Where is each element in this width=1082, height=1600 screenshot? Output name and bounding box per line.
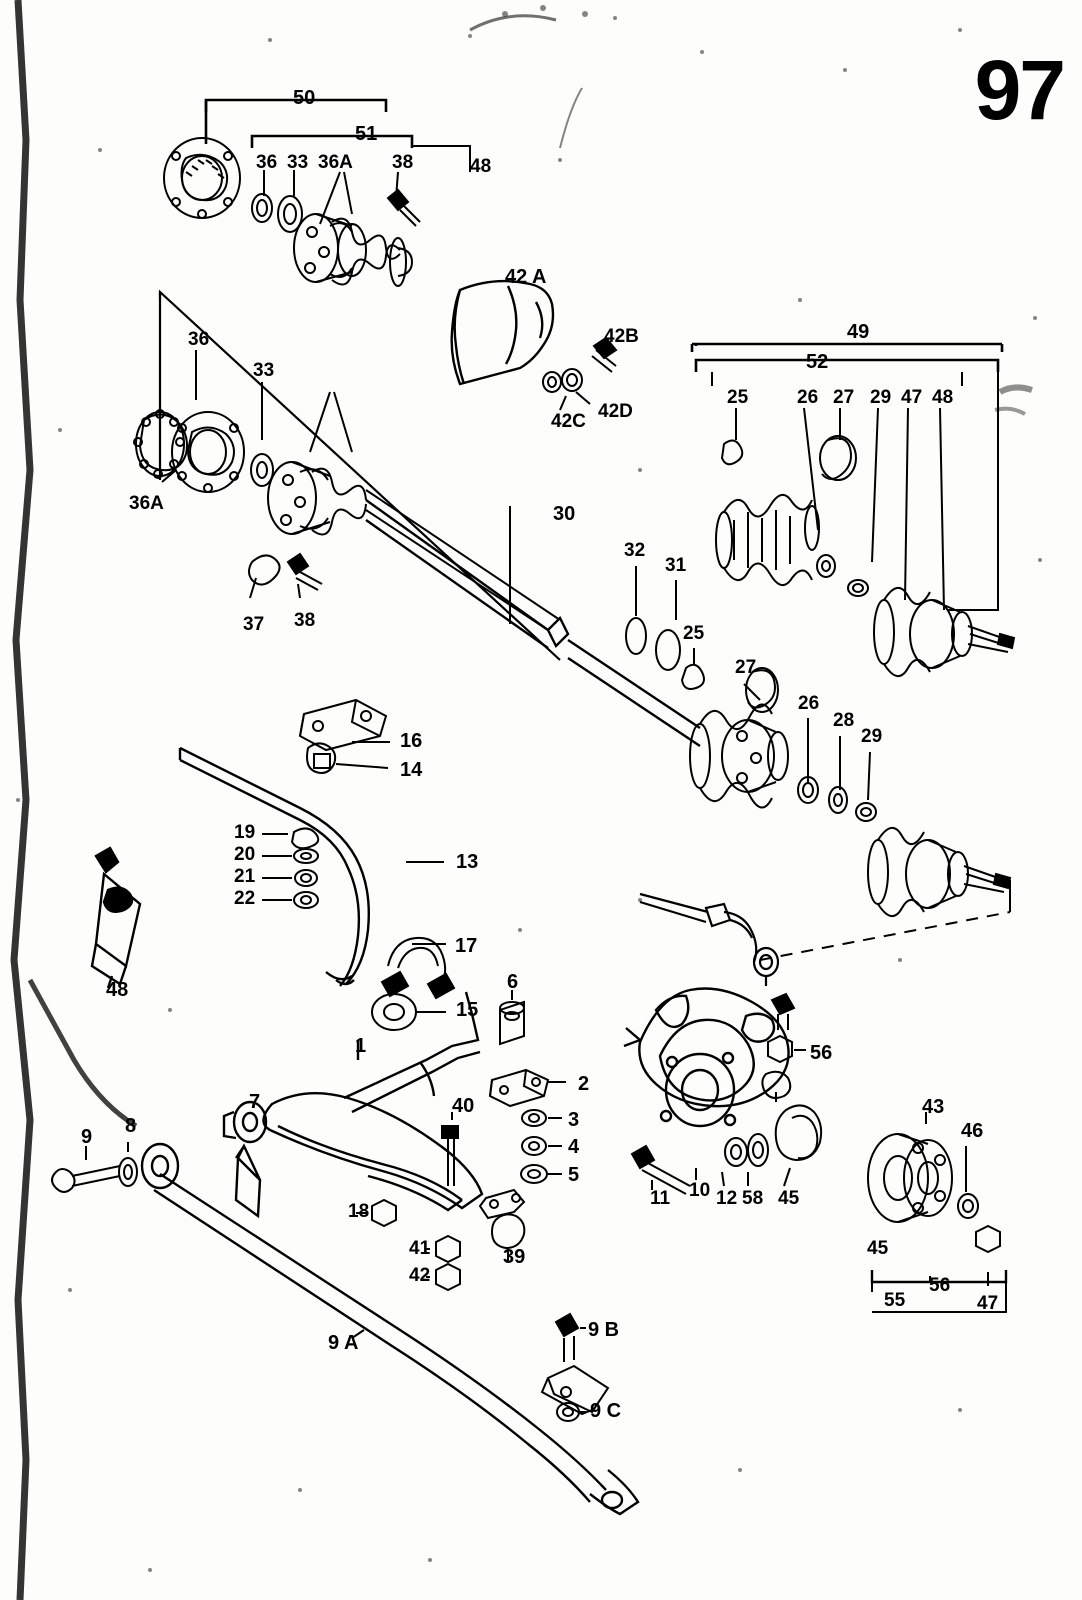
callout-12: 12 [716, 1188, 738, 1209]
callout-16: 16 [400, 730, 423, 752]
callout-36A-mid: 36A [129, 493, 164, 514]
callout-26-right: 26 [797, 387, 819, 408]
callout-9A: 9 A [328, 1332, 359, 1354]
callout-29-mid: 29 [861, 726, 883, 747]
callout-55: 55 [884, 1290, 906, 1311]
callout-27-right: 27 [833, 387, 855, 408]
callout-25-right: 25 [727, 387, 749, 408]
callout-17: 17 [455, 935, 478, 957]
callout-42A: 42 A [505, 266, 547, 288]
callout-37: 37 [243, 614, 265, 635]
callout-50: 50 [293, 87, 316, 109]
callout-15: 15 [456, 999, 479, 1021]
callout-3: 3 [568, 1109, 580, 1131]
callout-20: 20 [234, 844, 256, 865]
callout-49: 49 [847, 321, 870, 343]
callout-42D: 42D [598, 401, 633, 422]
callout-56-bottom: 56 [929, 1275, 951, 1296]
callout-26-mid: 26 [798, 693, 820, 714]
callout-36-top: 36 [256, 152, 278, 173]
callout-47-right: 47 [901, 387, 923, 408]
callout-25-mid: 25 [683, 623, 705, 644]
callout-9B: 9 B [588, 1319, 620, 1341]
callout-42C: 42C [551, 411, 586, 432]
callout-6: 6 [507, 971, 519, 993]
callout-1: 1 [355, 1035, 367, 1057]
callout-8: 8 [125, 1115, 137, 1137]
callout-4: 4 [568, 1136, 580, 1158]
callout-46: 46 [961, 1120, 984, 1142]
callout-36-mid: 36 [188, 329, 210, 350]
callout-42: 42 [409, 1265, 431, 1286]
callout-7: 7 [249, 1091, 261, 1113]
callout-32: 32 [624, 540, 646, 561]
callout-38-top: 38 [392, 152, 414, 173]
callout-36A-top: 36A [318, 152, 353, 173]
callout-42B: 42B [604, 326, 639, 347]
callout-5: 5 [568, 1164, 580, 1186]
callout-9: 9 [81, 1126, 93, 1148]
callout-58: 58 [742, 1188, 764, 1209]
callout-45-left: 45 [867, 1238, 889, 1259]
callout-19: 19 [234, 822, 256, 843]
callout-18: 18 [348, 1201, 370, 1222]
callout-30: 30 [553, 503, 576, 525]
callout-38-mid: 38 [294, 610, 316, 631]
callout-28-mid: 28 [833, 710, 855, 731]
callout-52: 52 [806, 351, 829, 373]
callout-21: 21 [234, 866, 256, 887]
callout-48-tube: 48 [106, 979, 129, 1001]
callout-33-top: 33 [287, 152, 309, 173]
callout-9C: 9 C [590, 1400, 622, 1422]
callout-51: 51 [355, 123, 378, 145]
callout-11: 11 [650, 1188, 671, 1209]
callout-31: 31 [665, 555, 687, 576]
callout-13: 13 [456, 851, 479, 873]
callout-43: 43 [922, 1096, 945, 1118]
callout-22: 22 [234, 888, 256, 909]
callout-39: 39 [503, 1246, 526, 1268]
callout-27-mid: 27 [735, 657, 757, 678]
page-number: 97 [974, 43, 1064, 137]
callout-56-right: 56 [810, 1042, 833, 1064]
callout-10: 10 [689, 1180, 711, 1201]
callout-2: 2 [578, 1073, 590, 1095]
callout-41: 41 [409, 1238, 431, 1259]
callout-45-bottom: 45 [778, 1188, 800, 1209]
callout-48-right: 48 [932, 387, 954, 408]
callout-33-mid: 33 [253, 360, 275, 381]
callout-48-top: 48 [470, 156, 492, 177]
callout-29-right: 29 [870, 387, 892, 408]
callout-40: 40 [452, 1095, 475, 1117]
callout-14: 14 [400, 759, 423, 781]
callout-47-bottom: 47 [977, 1293, 999, 1314]
